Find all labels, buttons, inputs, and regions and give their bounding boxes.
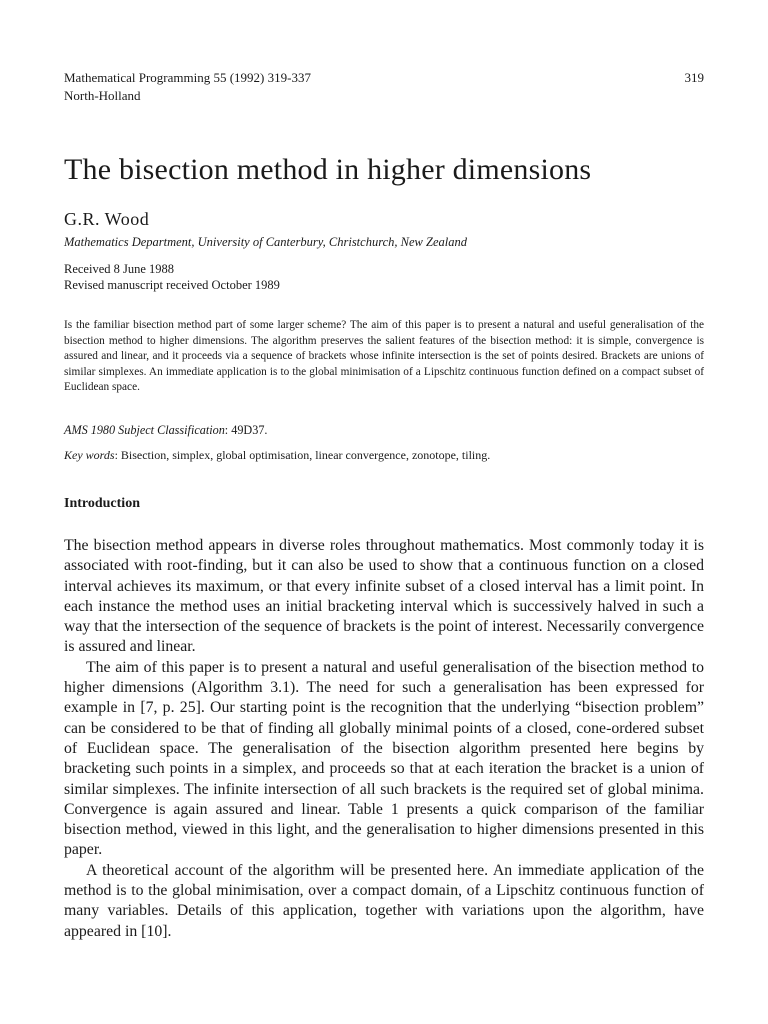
revised-date: Revised manuscript received October 1989 [64, 278, 280, 292]
body-paragraph: A theoretical account of the algorithm will be presented here. An immediate application of the method is to the global minimisation, over a compact domain, of a Lipschitz continuous function of many variables. Details of this application, together with variations upon the algorithm, have appeared in [10]. [64, 861, 704, 940]
author-affiliation: Mathematics Department, University of Canterbury, Christchurch, New Zealand [64, 235, 467, 249]
body-paragraph: The aim of this paper is to present a natural and useful generalisation of the bisection method to higher dimensions (Algorithm 3.1). The need for such a generalisation has been expressed for example in [7, p. 25]. Our starting point is the recognition that the underlying “bisection problem” can be considered to be that of finding all globally minimal points of a closed, cone-ordered subset of Euclidean space. The generalisation of the bisection algorithm presented here begins by bracketing such points in a simplex, and proceeds so that at each iteration the bracket is a union of similar simplexes. The infinite intersection of all such brackets is the required set of global minima. Convergence is again assured and linear. Table 1 presents a quick comparison of the familiar bisection method, viewed in this light, and the generalisation to higher dimensions presented in this paper. [64, 658, 704, 859]
ams-classification [64, 421, 267, 439]
journal-citation [64, 69, 311, 105]
publisher: North-Holland [64, 88, 141, 103]
abstract: Is the familiar bisection method part of some larger scheme? The aim of this paper is to present a natural and useful generalisation of the bisection method to higher dimensions. The algorithm preserves the salient features of the bisection method: it is simple, convergence is assured and linear, and it proceeds via a sequence of brackets whose infinite intersection is the set of points desired. Brackets are unions of similar simplexes. An immediate application is to the global minimisation of a Lipschitz continuous function defined on a compact subset of Euclidean space. [64, 319, 704, 394]
ams-value: : 49D37. [224, 423, 268, 437]
ams-label: AMS 1980 Subject Classification [64, 423, 225, 437]
section-heading: Introduction [64, 496, 140, 511]
article-title: The bisection method in higher dimensions [64, 153, 592, 186]
keywords-value: : Bisection, simplex, global optimisation, linear convergence, zonotope, tiling. [114, 448, 491, 462]
introduction-body [64, 536, 704, 942]
key-words [64, 446, 490, 464]
journal-name: Mathematical Programming 55 (1992) 319-337 [64, 70, 311, 85]
body-paragraph: The bisection method appears in diverse roles throughout mathematics. Most commonly today it is associated with root-finding, but it can also be used to show that a continuous function on a closed interval achieves its maximum, or that every infinite subset of a closed interval has a limit point. In each instance the method uses an initial bracketing interval which is successively halved in such a way that the intersection of the sequence of brackets is the point of interest. Necessarily convergence is assured and linear. [64, 537, 704, 656]
received-dates [64, 261, 280, 293]
keywords-label: Key words [64, 448, 115, 462]
received-date: Received 8 June 1988 [64, 262, 175, 276]
page-number: 319 [684, 70, 704, 85]
author-name: G.R. Wood [64, 209, 150, 229]
